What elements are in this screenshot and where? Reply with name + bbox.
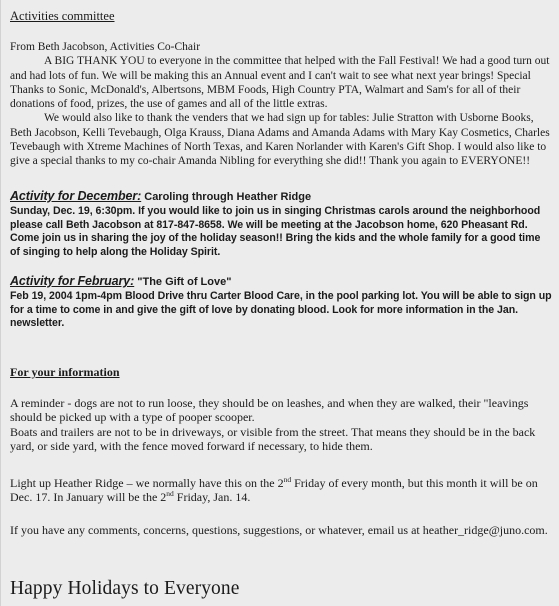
committee-heading: Activities committee (10, 9, 115, 23)
activity-february-title (10, 275, 552, 290)
venders-paragraph: We would also like to thank the venders that we had sign up for tables: Julie Stratton with Usborne Books, Beth Jacobson, Kelli Tevebaugh, Olga Krauss, Diana Adams and Amanda Adams with Mary Kay Cosmetics, Charles Tevebaugh with Xtreme Machines of North Texas, and Karen Norlander with Karen's Gift Shop. I would also like to give a special thanks to my co-chair Amanda Nibling for everything she did!! Thank you again to EVERYONE!! (10, 112, 550, 168)
activity-december (10, 190, 552, 260)
boat-reminder: Boats and trailers are not to be in driveways, or visible from the street. That means they should be in the back yard, or side yard, with the fence moved forward if necessary, to hide them. (10, 424, 536, 453)
ordinal-suffix: nd (283, 475, 292, 484)
from-line: From Beth Jacobson, Activities Co-Chair (10, 41, 201, 53)
thank-you-paragraph: A BIG THANK YOU to everyone in the committee that helped with the Fall Festival! We had a good turn out and had lots of fun. We will be making this an Annual event and I can't wait to see what next year brings! Special Thanks to Sonic, McDonald's, Albertsons, MBM Foods, High Country PTA, Walmart and Sam's for all of their donations of food, prizes, the use of games and all of the little extras. (10, 55, 550, 111)
activity-december-body: Sunday, Dec. 19, 6:30pm. If you would like to join us in singing Christmas carols around the neighborhood please call Beth Jacobson at 817-847-8658. We will be meeting at the Jacobson home, 620 Pheasant Rd. Come join us in sharing the joy of the holiday season!! Bring the kids and the whole family for a good time of singing to help along the Holiday Spirit. (10, 204, 541, 259)
activity-february-body: Feb 19, 2004 1pm-4pm Blood Drive thru Carter Blood Care, in the pool parking lot. You will be able to sign up for a time to come in and give the gift of love by donating blood. Look for more information in the Jan. newsletter. (10, 289, 552, 330)
light-up-text-b: Friday of every month, but this month it will be on Dec. 17. In January will be the 2 (10, 476, 538, 505)
contact-notice (10, 523, 552, 537)
activity-february-name: "The Gift of Love" (137, 276, 232, 288)
info-reminders (10, 396, 552, 453)
activity-december-name: Caroling through Heather Ridge (144, 191, 312, 203)
light-up-text-a: Light up Heather Ridge – we normally have this on the 2 (10, 476, 284, 490)
activity-december-title (10, 190, 552, 205)
activity-december-label: Activity for December: (10, 189, 142, 203)
contact-text: If you have any comments, concerns, questions, suggestions, or whatever, email us at heather_ridge@juno.com. (10, 523, 548, 537)
light-up-text-c: Friday, Jan. 14. (173, 490, 251, 505)
light-up-notice (10, 476, 552, 505)
committee-letter (10, 40, 552, 169)
ordinal-suffix: nd (166, 489, 174, 499)
dog-reminder: A reminder - dogs are not to run loose, they should be on leashes, and when they are walked, their "leavings should be picked up with a type of pooper scooper. (10, 396, 529, 425)
info-heading: For your information (10, 365, 120, 379)
activity-february-label: Activity for February: (10, 274, 135, 288)
closing-message: Happy Holidays to Everyone (10, 578, 240, 599)
activity-february (10, 275, 552, 331)
